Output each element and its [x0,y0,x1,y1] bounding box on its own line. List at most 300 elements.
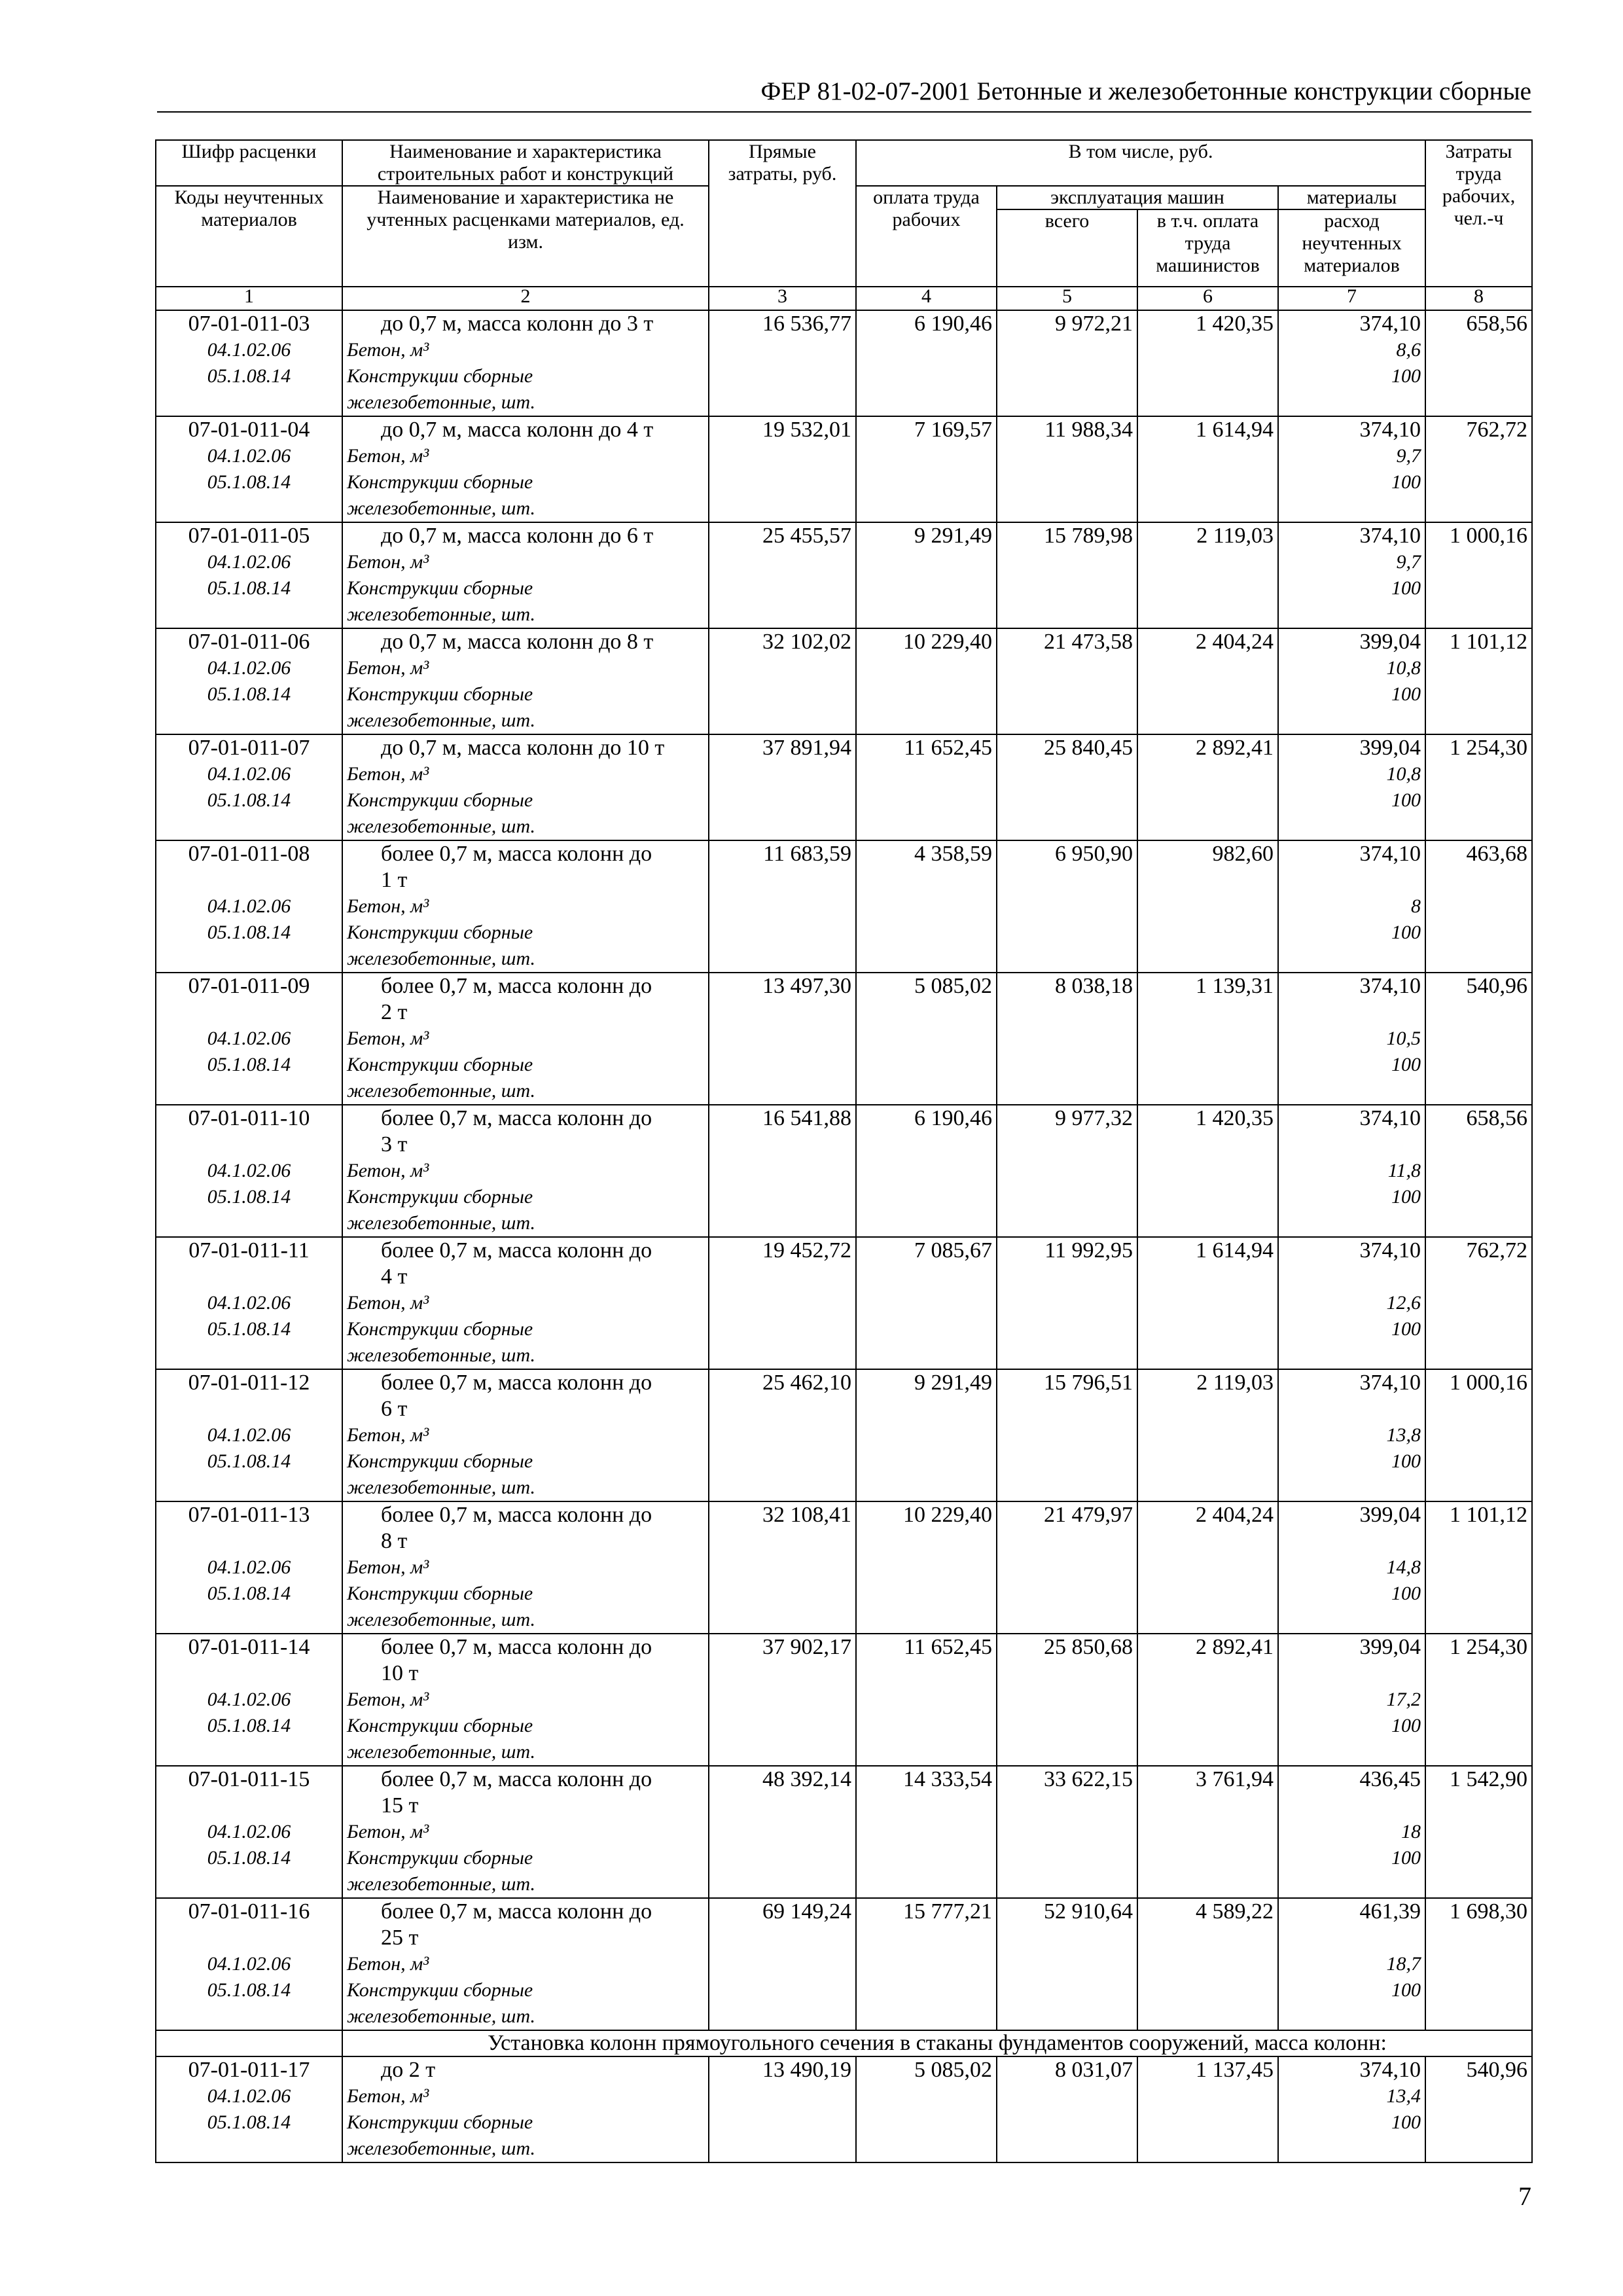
material-quantity: 100 [1391,1054,1421,1075]
rate-code-cell [156,1501,342,1634]
material-name: Бетон, м³ [347,2085,429,2107]
materials-cost: 399,04 [1359,1503,1421,1527]
col-header-direct: Прямые затраты, руб. [709,140,856,287]
work-name-continued: 15 т [381,1793,419,1818]
material-code: 04.1.02.06 [207,1028,291,1049]
work-name-cell [342,522,709,628]
work-name-continued: 6 т [381,1397,408,1421]
material-name: Бетон, м³ [347,1821,429,1842]
material-name: Бетон, м³ [347,339,429,361]
material-code: 04.1.02.06 [207,1821,291,1842]
material-quantity: 8 [1411,895,1421,917]
rate-code: 07-01-011-04 [188,418,310,442]
machines-total: 15 796,51 [997,1369,1137,1501]
material-code: 04.1.02.06 [207,1953,291,1975]
material-name: Конструкции сборные [347,1054,533,1075]
materials-cell [1278,416,1425,522]
col-header-materials-names: Наименование и характеристика не учтенных расценками материалов, ед. изм. [342,186,709,287]
work-name-cell [342,734,709,840]
material-code: 05.1.08.14 [207,1847,291,1869]
material-code: 05.1.08.14 [207,1054,291,1075]
materials-cost: 374,10 [1359,312,1421,336]
direct-costs: 19 452,72 [709,1237,856,1369]
material-quantity: 100 [1391,1979,1421,2001]
materials-cost: 374,10 [1359,1106,1421,1130]
material-code: 04.1.02.06 [207,1556,291,1578]
col-number: 8 [1425,287,1532,310]
rate-code-cell [156,734,342,840]
labor-costs: 658,56 [1425,1105,1532,1237]
table-row [156,1501,1532,1634]
direct-costs: 37 902,17 [709,1634,856,1766]
material-quantity: 14,8 [1386,1556,1421,1578]
material-code: 05.1.08.14 [207,789,291,811]
machines-total: 11 992,95 [997,1237,1137,1369]
materials-cell [1278,310,1425,416]
rate-code-cell [156,2056,342,2162]
machinists-pay: 3 761,94 [1137,1766,1278,1898]
materials-cell [1278,734,1425,840]
material-name: Конструкции сборные [347,1318,533,1340]
material-name: Бетон, м³ [347,657,429,679]
work-name-continued: 25 т [381,1926,419,1950]
materials-cell [1278,1898,1425,2030]
table-row [156,416,1532,522]
material-name-continued: железобетонные, шт. [347,391,535,413]
labor-pay: 4 358,59 [856,840,997,973]
materials-cost: 374,10 [1359,1238,1421,1263]
materials-cell [1278,1237,1425,1369]
material-name-continued: железобетонные, шт. [347,948,535,969]
material-name-continued: железобетонные, шт. [347,1344,535,1366]
work-name-cell [342,840,709,973]
rate-code-cell [156,1237,342,1369]
rate-code-cell [156,1898,342,2030]
material-quantity: 10,5 [1386,1028,1421,1049]
work-name: до 0,7 м, масса колонн до 3 т [381,312,654,336]
labor-pay: 9 291,49 [856,522,997,628]
machinists-pay: 1 614,94 [1137,1237,1278,1369]
material-quantity: 100 [1391,1715,1421,1736]
labor-pay: 9 291,49 [856,1369,997,1501]
materials-cell [1278,1634,1425,1766]
rate-code-cell [156,973,342,1105]
materials-cost: 374,10 [1359,2058,1421,2082]
machinists-pay: 2 892,41 [1137,1634,1278,1766]
material-code: 04.1.02.06 [207,2085,291,2107]
material-code: 04.1.02.06 [207,339,291,361]
work-name: более 0,7 м, масса колонн до [381,1238,652,1263]
labor-costs: 1 101,12 [1425,1501,1532,1634]
labor-pay: 14 333,54 [856,1766,997,1898]
work-name-cell [342,1634,709,1766]
material-quantity: 100 [1391,1186,1421,1208]
material-quantity: 10,8 [1386,763,1421,785]
col-number: 2 [342,287,709,310]
col-header-name: Наименование и характеристика строительных работ и конструкций [342,140,709,186]
machines-total: 6 950,90 [997,840,1137,973]
rate-code: 07-01-011-08 [188,842,310,866]
material-code: 04.1.02.06 [207,1689,291,1710]
material-name-continued: железобетонные, шт. [347,603,535,625]
work-name-continued: 8 т [381,1529,408,1553]
labor-costs: 762,72 [1425,1237,1532,1369]
material-name: Конструкции сборные [347,471,533,493]
machinists-pay: 982,60 [1137,840,1278,973]
material-quantity: 10,8 [1386,657,1421,679]
material-code: 04.1.02.06 [207,763,291,785]
machines-total: 15 789,98 [997,522,1137,628]
material-name-continued: железобетонные, шт. [347,1741,535,1763]
table-row [156,1237,1532,1369]
material-name: Бетон, м³ [347,551,429,573]
labor-costs: 463,68 [1425,840,1532,973]
material-quantity: 12,6 [1386,1292,1421,1314]
materials-cost: 374,10 [1359,524,1421,548]
labor-costs: 1 000,16 [1425,522,1532,628]
direct-costs: 25 462,10 [709,1369,856,1501]
direct-costs: 32 102,02 [709,628,856,734]
machines-total: 25 850,68 [997,1634,1137,1766]
material-code: 05.1.08.14 [207,1583,291,1604]
machines-total: 9 972,21 [997,310,1137,416]
material-name: Бетон, м³ [347,445,429,467]
table-row [156,1105,1532,1237]
material-code: 05.1.08.14 [207,365,291,387]
rate-code-cell [156,628,342,734]
material-quantity: 13,8 [1386,1424,1421,1446]
rate-code: 07-01-011-11 [188,1238,310,1263]
work-name-continued: 1 т [381,868,408,892]
col-header-machinists-pay: в т.ч. оплата труда машинистов [1137,209,1278,287]
table-row [156,2056,1532,2162]
col-number: 6 [1137,287,1278,310]
work-name-cell [342,1105,709,1237]
machinists-pay: 2 404,24 [1137,1501,1278,1634]
work-name: более 0,7 м, масса колонн до [381,1635,652,1659]
machines-total: 9 977,32 [997,1105,1137,1237]
work-name-cell [342,628,709,734]
col-number: 4 [856,287,997,310]
materials-cell [1278,2056,1425,2162]
material-code: 04.1.02.06 [207,445,291,467]
materials-cell [1278,1105,1425,1237]
work-name-cell [342,2056,709,2162]
machines-total: 21 473,58 [997,628,1137,734]
material-name: Бетон, м³ [347,1160,429,1181]
material-name: Бетон, м³ [347,1028,429,1049]
col-header-including: В том числе, руб. [856,140,1425,186]
table-row [156,310,1532,416]
material-quantity: 17,2 [1386,1689,1421,1710]
rate-code: 07-01-011-13 [188,1503,310,1527]
rate-code: 07-01-011-14 [188,1635,310,1659]
col-header-materials-sub: расход неучтенных материалов [1278,209,1425,287]
machines-total: 25 840,45 [997,734,1137,840]
material-quantity: 100 [1391,471,1421,493]
work-name-cell [342,973,709,1105]
machinists-pay: 1 420,35 [1137,1105,1278,1237]
table-row [156,1766,1532,1898]
material-quantity: 100 [1391,1583,1421,1604]
material-name: Бетон, м³ [347,1953,429,1975]
material-name: Конструкции сборные [347,577,533,599]
material-name-continued: железобетонные, шт. [347,709,535,731]
rate-code: 07-01-011-17 [188,2058,310,2082]
col-header-machines: эксплуатация машин [997,186,1278,209]
labor-pay: 5 085,02 [856,973,997,1105]
materials-cell [1278,522,1425,628]
material-code: 04.1.02.06 [207,551,291,573]
material-name: Конструкции сборные [347,1715,533,1736]
rate-code-cell [156,522,342,628]
material-name: Конструкции сборные [347,683,533,705]
labor-pay: 10 229,40 [856,628,997,734]
work-name-continued: 10 т [381,1661,419,1685]
table-row [156,1369,1532,1501]
materials-cell [1278,1766,1425,1898]
material-name: Бетон, м³ [347,763,429,785]
material-name: Конструкции сборные [347,922,533,943]
material-name-continued: железобетонные, шт. [347,1080,535,1102]
material-quantity: 100 [1391,365,1421,387]
work-name: до 0,7 м, масса колонн до 10 т [381,736,665,760]
material-name: Конструкции сборные [347,2111,533,2133]
work-name: до 0,7 м, масса колонн до 6 т [381,524,654,548]
work-name: более 0,7 м, масса колонн до [381,1371,652,1395]
direct-costs: 16 541,88 [709,1105,856,1237]
material-code: 05.1.08.14 [207,683,291,705]
material-code: 05.1.08.14 [207,577,291,599]
machinists-pay: 2 404,24 [1137,628,1278,734]
material-code: 05.1.08.14 [207,1979,291,2001]
price-table [155,139,1533,2163]
rate-code: 07-01-011-05 [188,524,310,548]
material-code: 05.1.08.14 [207,1186,291,1208]
rate-code: 07-01-011-07 [188,736,310,760]
material-name: Конструкции сборные [347,789,533,811]
material-name: Конструкции сборные [347,1583,533,1604]
material-code: 04.1.02.06 [207,1160,291,1181]
rate-code: 07-01-011-03 [188,312,310,336]
material-quantity: 100 [1391,2111,1421,2133]
work-name-continued: 2 т [381,1000,408,1024]
material-quantity: 11,8 [1387,1160,1421,1181]
work-name: более 0,7 м, масса колонн до [381,1767,652,1791]
rate-code: 07-01-011-06 [188,630,310,654]
material-quantity: 9,7 [1396,445,1421,467]
material-name-continued: железобетонные, шт. [347,1477,535,1498]
col-header-machines-total: всего [997,209,1137,287]
material-code: 05.1.08.14 [207,2111,291,2133]
materials-cell [1278,1369,1425,1501]
material-code: 05.1.08.14 [207,922,291,943]
material-quantity: 100 [1391,789,1421,811]
labor-pay: 11 652,45 [856,734,997,840]
material-code: 04.1.02.06 [207,657,291,679]
direct-costs: 19 532,01 [709,416,856,522]
materials-cost: 374,10 [1359,974,1421,998]
material-name-continued: железобетонные, шт. [347,816,535,837]
labor-costs: 1 542,90 [1425,1766,1532,1898]
section-empty-cell [156,2030,342,2056]
col-number: 5 [997,287,1137,310]
material-name-continued: железобетонные, шт. [347,497,535,519]
section-title: Установка колонн прямоугольного сечения в стаканы фундаментов сооружений, масса колонн: [342,2030,1532,2056]
rate-code-cell [156,1105,342,1237]
rate-code: 07-01-011-10 [188,1106,310,1130]
material-quantity: 9,7 [1396,551,1421,573]
material-name-continued: железобетонные, шт. [347,2005,535,2027]
table-row [156,628,1532,734]
material-quantity: 13,4 [1386,2085,1421,2107]
col-header-code: Шифр расценки [156,140,342,186]
material-name: Конструкции сборные [347,1847,533,1869]
labor-pay: 7 085,67 [856,1237,997,1369]
labor-pay: 11 652,45 [856,1634,997,1766]
machinists-pay: 1 137,45 [1137,2056,1278,2162]
direct-costs: 11 683,59 [709,840,856,973]
material-code: 05.1.08.14 [207,1450,291,1472]
work-name: до 0,7 м, масса колонн до 8 т [381,630,654,654]
labor-pay: 10 229,40 [856,1501,997,1634]
rate-code: 07-01-011-09 [188,974,310,998]
materials-cost: 436,45 [1359,1767,1421,1791]
col-header-materials: материалы [1278,186,1425,209]
materials-cell [1278,840,1425,973]
table-row [156,734,1532,840]
work-name: до 0,7 м, масса колонн до 4 т [381,418,654,442]
work-name-cell [342,1369,709,1501]
table-row [156,1634,1532,1766]
material-name-continued: железобетонные, шт. [347,1873,535,1895]
material-code: 05.1.08.14 [207,471,291,493]
machinists-pay: 2 119,03 [1137,1369,1278,1501]
labor-pay: 6 190,46 [856,1105,997,1237]
materials-cost: 374,10 [1359,418,1421,442]
material-code: 04.1.02.06 [207,895,291,917]
direct-costs: 37 891,94 [709,734,856,840]
labor-costs: 540,96 [1425,2056,1532,2162]
material-code: 04.1.02.06 [207,1292,291,1314]
work-name-cell [342,1237,709,1369]
material-name: Конструкции сборные [347,365,533,387]
material-name: Конструкции сборные [347,1450,533,1472]
machines-total: 21 479,97 [997,1501,1137,1634]
labor-pay: 5 085,02 [856,2056,997,2162]
section-row [156,2030,1532,2056]
rate-code-cell [156,1766,342,1898]
page-number: 7 [1518,2181,1531,2211]
rate-code: 07-01-011-16 [188,1899,310,1924]
machines-total: 11 988,34 [997,416,1137,522]
work-name: более 0,7 м, масса колонн до [381,1503,652,1527]
col-header-labor: Затраты труда рабочих, чел.-ч [1425,140,1532,287]
material-name-continued: железобетонные, шт. [347,2138,535,2159]
materials-cell [1278,1501,1425,1634]
work-name: до 2 т [381,2058,436,2082]
table-row [156,522,1532,628]
material-quantity: 18,7 [1386,1953,1421,1975]
direct-costs: 48 392,14 [709,1766,856,1898]
table-row [156,840,1532,973]
labor-costs: 1 101,12 [1425,628,1532,734]
material-quantity: 8,6 [1396,339,1421,361]
work-name-cell [342,310,709,416]
machines-total: 33 622,15 [997,1766,1137,1898]
direct-costs: 69 149,24 [709,1898,856,2030]
direct-costs: 16 536,77 [709,310,856,416]
material-name: Бетон, м³ [347,1424,429,1446]
machines-total: 52 910,64 [997,1898,1137,2030]
work-name: более 0,7 м, масса колонн до [381,1106,652,1130]
labor-costs: 762,72 [1425,416,1532,522]
col-header-labor-pay: оплата труда рабочих [856,186,997,287]
material-code: 04.1.02.06 [207,1424,291,1446]
work-name-continued: 3 т [381,1132,408,1157]
material-quantity: 100 [1391,577,1421,599]
materials-cell [1278,973,1425,1105]
labor-pay: 6 190,46 [856,310,997,416]
work-name: более 0,7 м, масса колонн до [381,1899,652,1924]
work-name-cell [342,1766,709,1898]
materials-cost: 399,04 [1359,1635,1421,1659]
material-quantity: 100 [1391,922,1421,943]
material-name: Бетон, м³ [347,895,429,917]
work-name-cell [342,416,709,522]
work-name: более 0,7 м, масса колонн до [381,974,652,998]
material-quantity: 100 [1391,1318,1421,1340]
material-name-continued: железобетонные, шт. [347,1609,535,1630]
labor-costs: 540,96 [1425,973,1532,1105]
col-number: 3 [709,287,856,310]
rate-code-cell [156,416,342,522]
materials-cost: 461,39 [1359,1899,1421,1924]
labor-pay: 15 777,21 [856,1898,997,2030]
material-quantity: 100 [1391,1450,1421,1472]
rate-code-cell [156,840,342,973]
material-code: 05.1.08.14 [207,1318,291,1340]
materials-cell [1278,628,1425,734]
materials-cost: 374,10 [1359,842,1421,866]
labor-costs: 1 698,30 [1425,1898,1532,2030]
material-quantity: 100 [1391,1847,1421,1869]
labor-costs: 658,56 [1425,310,1532,416]
materials-cost: 399,04 [1359,630,1421,654]
direct-costs: 13 497,30 [709,973,856,1105]
material-quantity: 18 [1401,1821,1421,1842]
machinists-pay: 2 892,41 [1137,734,1278,840]
material-code: 05.1.08.14 [207,1715,291,1736]
direct-costs: 25 455,57 [709,522,856,628]
labor-costs: 1 254,30 [1425,734,1532,840]
machinists-pay: 2 119,03 [1137,522,1278,628]
material-name: Конструкции сборные [347,1186,533,1208]
rate-code: 07-01-011-15 [188,1767,310,1791]
machinists-pay: 1 139,31 [1137,973,1278,1105]
col-number: 1 [156,287,342,310]
col-header-codes-materials: Коды неучтенных материалов [156,186,342,287]
rate-code-cell [156,1634,342,1766]
machinists-pay: 4 589,22 [1137,1898,1278,2030]
rate-code-cell [156,310,342,416]
materials-cost: 374,10 [1359,1371,1421,1395]
work-name: более 0,7 м, масса колонн до [381,842,652,866]
table-row [156,973,1532,1105]
machinists-pay: 1 614,94 [1137,416,1278,522]
material-quantity: 100 [1391,683,1421,705]
work-name-continued: 4 т [381,1265,408,1289]
